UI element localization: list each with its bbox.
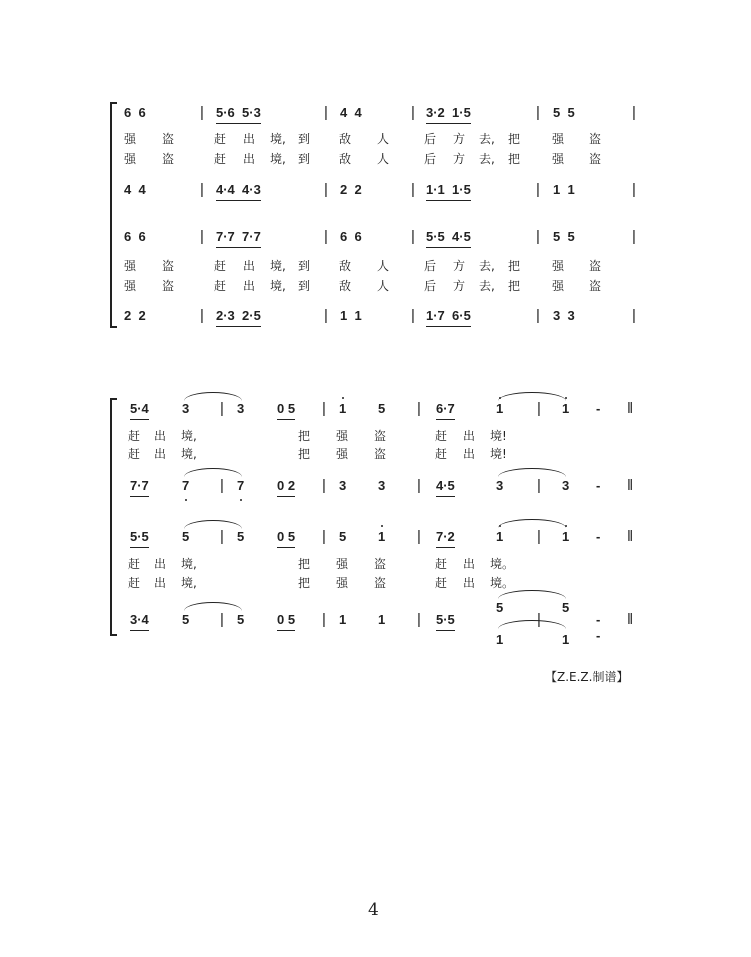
lyric-char: 盗 <box>162 259 175 273</box>
lyric-char: 盗 <box>162 279 175 293</box>
lyric-char: 赶 <box>214 132 227 146</box>
lyric-char: 方 <box>453 152 466 166</box>
lyric-char: 境。 <box>490 576 515 590</box>
bar-line: | <box>200 104 204 121</box>
note-group: 6 6 <box>340 229 362 244</box>
lyric-char: 把 <box>508 132 521 146</box>
staff-row-3 <box>0 527 751 547</box>
lyric-char: 盗 <box>589 279 602 293</box>
lyric-char: 盗 <box>589 132 602 146</box>
lyric-char: 强 <box>552 259 565 273</box>
tie-arc <box>184 602 242 611</box>
lyric-char: 出 <box>154 447 167 461</box>
lyric-char: 赶 <box>214 259 227 273</box>
note-group: 3·2 1·5 <box>426 103 471 124</box>
bar-line: | <box>536 181 540 198</box>
lyric-line-3 <box>0 556 751 576</box>
note: - <box>596 628 601 643</box>
bar-line: | <box>417 611 421 628</box>
lyric-char: 赶 <box>128 557 141 571</box>
lyric-char: 强 <box>336 576 349 590</box>
lyric-char: 盗 <box>374 429 387 443</box>
note: 5 <box>182 612 190 627</box>
tie-arc <box>184 468 242 477</box>
lyric-char: 到 <box>298 132 311 146</box>
lyric-char: 把 <box>298 576 311 590</box>
lyric-char: 出 <box>154 557 167 571</box>
lyric-char: 境, <box>270 279 286 293</box>
note-group: 6·7 <box>436 399 455 420</box>
note: - <box>596 529 601 544</box>
lyric-char: 到 <box>298 279 311 293</box>
note: - <box>596 401 601 416</box>
note-group: 2 2 <box>340 182 362 197</box>
lyric-char: 方 <box>453 132 466 146</box>
bar-line: | <box>632 181 636 198</box>
lyric-char: 赶 <box>214 152 227 166</box>
lyric-char: 把 <box>508 152 521 166</box>
page-number: 4 <box>368 900 379 920</box>
bar-line: | <box>417 477 421 494</box>
note-group: 7·2 <box>436 527 455 548</box>
lyric-char: 出 <box>463 557 476 571</box>
lyric-char: 境, <box>181 447 197 461</box>
lyric-char: 盗 <box>589 152 602 166</box>
lyric-char: 方 <box>453 279 466 293</box>
bar-line: | <box>537 400 541 417</box>
note: 1 <box>562 527 569 547</box>
lyric-char: 盗 <box>374 447 387 461</box>
lyric-char: 出 <box>154 429 167 443</box>
lyric-char: 强 <box>552 132 565 146</box>
bar-line: | <box>536 307 540 324</box>
note-group: 3 3 <box>553 308 575 323</box>
lyric-char: 后 <box>424 279 437 293</box>
lyric-char: 去, <box>479 132 495 146</box>
bar-line: | <box>322 611 326 628</box>
lyric-char: 后 <box>424 259 437 273</box>
bar-line: | <box>200 181 204 198</box>
lyric-char: 强 <box>336 557 349 571</box>
bar-line: | <box>200 307 204 324</box>
bar-line: | <box>200 228 204 245</box>
lyric-char: 出 <box>154 576 167 590</box>
final-bar-line: ‖ <box>627 528 634 545</box>
bar-line: | <box>411 181 415 198</box>
lyric-char: 赶 <box>128 447 141 461</box>
lyric-char: 敌 <box>339 152 352 166</box>
bar-line: | <box>417 400 421 417</box>
lyric-char: 出 <box>463 576 476 590</box>
note: - <box>596 478 601 493</box>
note-group: 5 5 <box>553 229 575 244</box>
note: 3 <box>496 478 504 493</box>
bar-line: | <box>411 104 415 121</box>
lyric-char: 去, <box>479 259 495 273</box>
bar-line: | <box>220 611 224 628</box>
lyric-char: 赶 <box>435 447 448 461</box>
note: 1 <box>496 399 503 419</box>
lyric-char: 出 <box>243 279 256 293</box>
lyric-char: 赶 <box>435 557 448 571</box>
note: 5 <box>496 600 504 615</box>
note-group: 4 4 <box>124 182 146 197</box>
note-group: 5·5 <box>130 527 149 548</box>
lyric-char: 后 <box>424 132 437 146</box>
bar-line: | <box>411 228 415 245</box>
bar-line: | <box>537 477 541 494</box>
lyric-char: 人 <box>377 259 390 273</box>
note-group: 2·3 2·5 <box>216 306 261 327</box>
lyric-char: 出 <box>463 429 476 443</box>
note: 1 <box>378 527 385 547</box>
lyric-char: 出 <box>243 259 256 273</box>
lyric-char: 把 <box>508 279 521 293</box>
note-group: 1 1 <box>340 308 362 323</box>
tie-arc <box>498 392 566 401</box>
lyric-char: 境, <box>181 557 197 571</box>
note-group: 0 5 <box>277 527 295 548</box>
note-group: 0 5 <box>277 399 295 420</box>
lyric-char: 盗 <box>162 152 175 166</box>
staff-row-4-lower <box>0 630 751 650</box>
lyric-char: 人 <box>377 279 390 293</box>
lyric-char: 出 <box>243 132 256 146</box>
note: 5 <box>182 529 190 544</box>
note-group: 6 6 <box>124 105 146 120</box>
staff-row-1 <box>0 399 751 419</box>
bar-line: | <box>632 307 636 324</box>
note: 3 <box>237 401 245 416</box>
note: 5 <box>237 612 245 627</box>
note-group: 1·7 6·5 <box>426 306 471 327</box>
note-group: 6 6 <box>124 229 146 244</box>
note: 7 <box>237 476 244 496</box>
note-group: 5 5 <box>553 105 575 120</box>
note: - <box>596 612 601 627</box>
bar-line: | <box>632 228 636 245</box>
lyric-char: 强 <box>336 429 349 443</box>
bar-line: | <box>324 181 328 198</box>
lyric-char: 盗 <box>162 132 175 146</box>
note: 1 <box>339 612 347 627</box>
bar-line: | <box>220 400 224 417</box>
lyric-char: 盗 <box>374 576 387 590</box>
lyric-char: 境! <box>490 447 507 461</box>
lyric-char: 赶 <box>128 576 141 590</box>
note: 5 <box>237 529 245 544</box>
bar-line: | <box>411 307 415 324</box>
lyric-char: 把 <box>298 429 311 443</box>
lyric-char: 赶 <box>214 279 227 293</box>
lyric-line-2 <box>0 446 751 466</box>
lyric-char: 赶 <box>128 429 141 443</box>
note-group: 5·5 4·5 <box>426 227 471 248</box>
note: 1 <box>339 399 346 419</box>
note: 1 <box>378 612 386 627</box>
bar-line: | <box>537 611 541 628</box>
lyric-char: 境, <box>181 576 197 590</box>
note-group: 1·1 1·5 <box>426 180 471 201</box>
lyric-char: 敌 <box>339 132 352 146</box>
staff-row-4 <box>0 600 751 630</box>
note-group: 0 2 <box>277 476 295 497</box>
note: 3 <box>182 401 190 416</box>
bar-line: | <box>322 528 326 545</box>
lyric-char: 出 <box>243 152 256 166</box>
bar-line: | <box>536 228 540 245</box>
lyric-char: 强 <box>552 152 565 166</box>
lyric-char: 强 <box>124 152 137 166</box>
note-group: 7·7 7·7 <box>216 227 261 248</box>
lyric-char: 把 <box>298 447 311 461</box>
note: 3 <box>562 478 570 493</box>
note-group: 7·7 <box>130 476 149 497</box>
note-group: 3·4 <box>130 610 149 631</box>
note: 3 <box>339 478 347 493</box>
bar-line: | <box>322 400 326 417</box>
final-bar-line: ‖ <box>627 400 634 417</box>
lyric-char: 境, <box>181 429 197 443</box>
lyric-char: 强 <box>552 279 565 293</box>
note-group: 5·4 <box>130 399 149 420</box>
note: 1 <box>496 632 504 647</box>
note: 1 <box>562 399 569 419</box>
lyric-char: 境, <box>270 152 286 166</box>
tie-arc <box>498 468 566 477</box>
note-group: 4·4 4·3 <box>216 180 261 201</box>
lyric-char: 盗 <box>374 557 387 571</box>
arranger-credit: 【Z.E.Z.制谱】 <box>545 670 629 684</box>
note-group: 0 5 <box>277 610 295 631</box>
lyric-char: 到 <box>298 259 311 273</box>
note-group: 5·6 5·3 <box>216 103 261 124</box>
note-group: 4 4 <box>340 105 362 120</box>
lyric-char: 人 <box>377 132 390 146</box>
lyric-char: 境。 <box>490 557 515 571</box>
lyric-char: 把 <box>298 557 311 571</box>
bar-line: | <box>322 477 326 494</box>
lyric-char: 出 <box>463 447 476 461</box>
lyric-char: 强 <box>124 259 137 273</box>
bar-line: | <box>324 228 328 245</box>
final-bar-line: ‖ <box>627 477 634 494</box>
bar-line: | <box>632 104 636 121</box>
lyric-char: 强 <box>124 132 137 146</box>
lyric-char: 方 <box>453 259 466 273</box>
lyric-line-1 <box>0 428 751 448</box>
lyric-char: 敌 <box>339 279 352 293</box>
lyric-char: 强 <box>124 279 137 293</box>
lyric-char: 境! <box>490 429 507 443</box>
bar-line: | <box>220 477 224 494</box>
tie-arc <box>498 519 566 528</box>
tie-arc <box>184 520 242 529</box>
note: 5 <box>562 600 570 615</box>
note: 5 <box>378 401 386 416</box>
note: 7 <box>182 476 189 496</box>
bar-line: | <box>417 528 421 545</box>
tie-arc <box>184 392 242 401</box>
lyric-char: 去, <box>479 152 495 166</box>
lyric-line-4 <box>0 575 751 595</box>
lyric-char: 境, <box>270 132 286 146</box>
note-group: 2 2 <box>124 308 146 323</box>
note: 1 <box>496 527 503 547</box>
note-group: 1 1 <box>553 182 575 197</box>
bar-line: | <box>324 104 328 121</box>
bar-line: | <box>220 528 224 545</box>
bar-line: | <box>537 528 541 545</box>
lyric-char: 赶 <box>435 576 448 590</box>
staff-row-2 <box>0 476 751 496</box>
lyric-char: 到 <box>298 152 311 166</box>
lyric-char: 盗 <box>589 259 602 273</box>
final-bar-line: ‖ <box>627 611 634 628</box>
lyric-char: 去, <box>479 279 495 293</box>
bar-line: | <box>324 307 328 324</box>
note-group: 4·5 <box>436 476 455 497</box>
note: 3 <box>378 478 386 493</box>
lyric-char: 敌 <box>339 259 352 273</box>
lyric-char: 把 <box>508 259 521 273</box>
note: 1 <box>562 632 570 647</box>
bar-line: | <box>536 104 540 121</box>
lyric-char: 后 <box>424 152 437 166</box>
lyric-char: 赶 <box>435 429 448 443</box>
note-group: 5·5 <box>436 610 455 631</box>
lyric-char: 境, <box>270 259 286 273</box>
note: 5 <box>339 529 347 544</box>
lyric-char: 人 <box>377 152 390 166</box>
lyric-char: 强 <box>336 447 349 461</box>
